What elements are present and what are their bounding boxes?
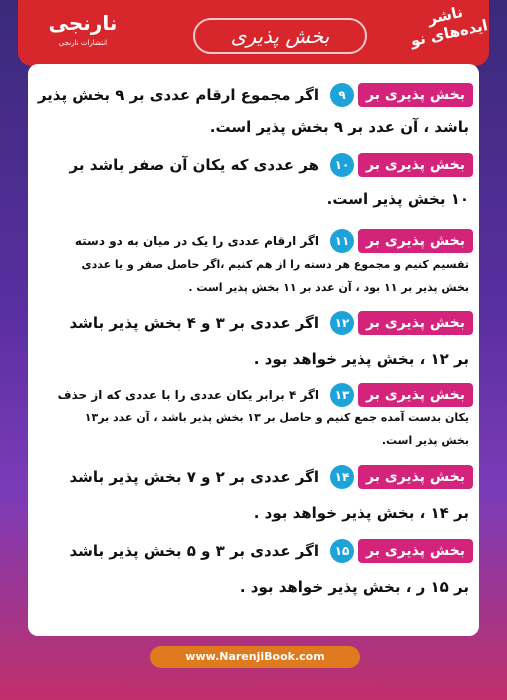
rule-text: باشد ، آن عدد بر ۹ بخش پذیر است. (209, 118, 469, 136)
rules-panel (28, 64, 479, 636)
rule-text: اگر مجموع ارقام عددی بر ۹ بخش پذیر (37, 86, 319, 104)
rule-text: یکان بدست آمده جمع کنیم و حاصل بر ۱۳ بخش پذیر باشد ، آن عدد بر۱۳ (84, 411, 469, 424)
rule-label (330, 82, 473, 108)
rule-text: بخش پذیر است. (381, 434, 469, 447)
rule-text: اگر عددی بر ۲ و ۷ بخش پذیر باشد (69, 468, 319, 486)
rule-number: ۹ (330, 83, 354, 107)
rule-text: بر ۱۵ ر ، بخش پذیر خواهد بود . (239, 578, 469, 596)
narenji-logo (48, 8, 118, 60)
rule-number: ۱۵ (330, 539, 354, 563)
rule-badge: بخش پذیری بر (358, 383, 473, 407)
rule-badge: بخش پذیری بر (358, 465, 473, 489)
rule-number: ۱۱ (330, 229, 354, 253)
rule-text: اگر ۴ برابر یکان عددی را با عددی که از حذف (57, 388, 319, 402)
rule-text: بر ۱۲ ، بخش پذیر خواهد بود . (253, 350, 469, 368)
rule-badge: بخش پذیری بر (358, 229, 473, 253)
rule-badge: بخش پذیری بر (358, 311, 473, 335)
rule-number: ۱۰ (330, 153, 354, 177)
rule-label (330, 382, 473, 408)
rule-badge: بخش پذیری بر (358, 539, 473, 563)
rule-label (330, 464, 473, 490)
rule-label (330, 538, 473, 564)
rule-label (330, 228, 473, 254)
publisher-logo: ناشر ایده‌های نو (408, 2, 490, 50)
rule-number: ۱۲ (330, 311, 354, 335)
rule-text: اگر عددی بر ۳ و ۵ بخش پذیر باشد (69, 542, 319, 560)
rule-text: ۱۰ بخش پذیر است. (326, 190, 469, 208)
logo-mark: نارنجی (48, 11, 118, 35)
rule-text: اگر عددی بر ۳ و ۴ بخش پذیر باشد (69, 314, 319, 332)
rule-label (330, 310, 473, 336)
rule-badge: بخش پذیری بر (358, 153, 473, 177)
page-title: بخش پذیری (193, 18, 367, 54)
rule-text: اگر ارقام عددی را یک در میان به دو دسته (74, 234, 319, 248)
header-bar (18, 0, 489, 66)
rule-badge: بخش پذیری بر (358, 83, 473, 107)
rule-number: ۱۴ (330, 465, 354, 489)
rule-text: بخش پذیر بر ۱۱ بود ، آن عدد بر ۱۱ بخش پذیر است . (188, 281, 469, 294)
website-link[interactable]: www.NarenjiBook.com (150, 646, 360, 668)
rule-label (330, 152, 473, 178)
rule-text: تقسیم کنیم و مجموع هر دسته را از هم کنیم ،اگر حاصل صفر و یا عددی (81, 258, 469, 271)
rule-text: هر عددی که یکان آن صفر باشد بر (69, 156, 319, 174)
rule-number: ۱۳ (330, 383, 354, 407)
logo-subtitle: انتشارات نارنجی (58, 39, 108, 47)
rule-text: بر ۱۴ ، بخش پذیر خواهد بود . (253, 504, 469, 522)
